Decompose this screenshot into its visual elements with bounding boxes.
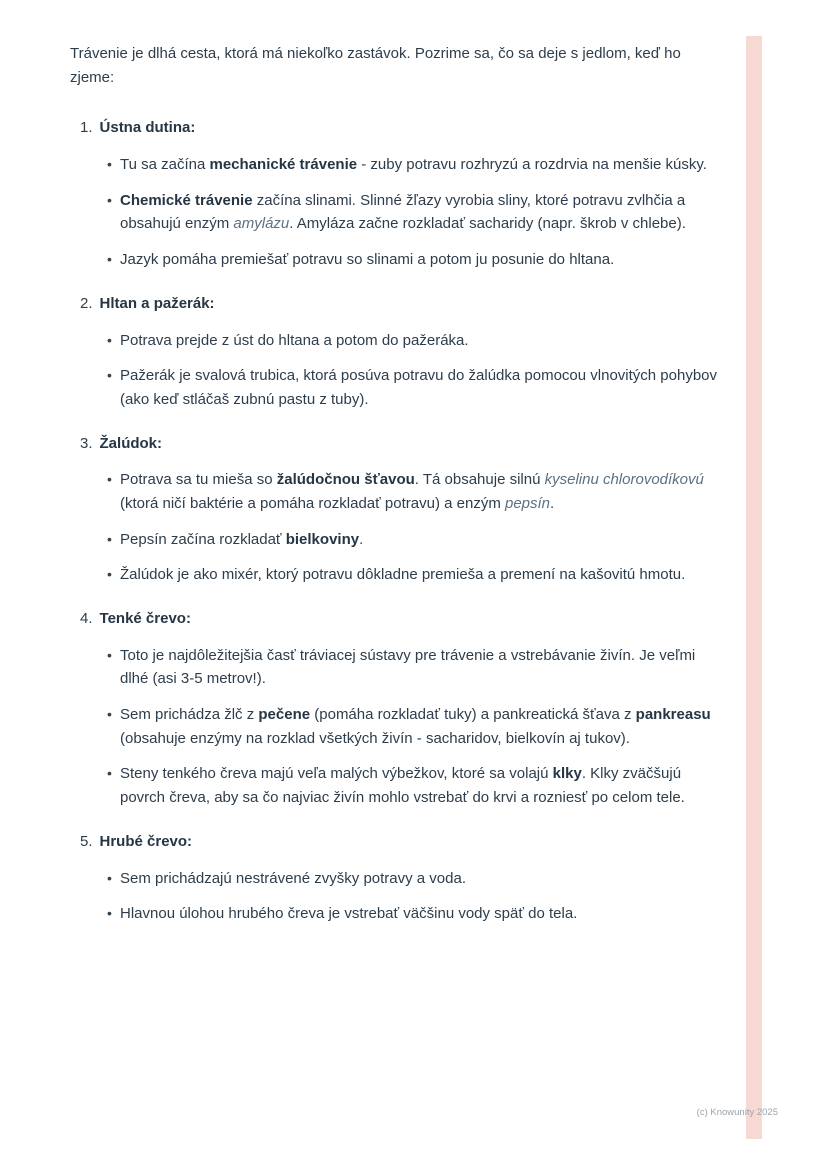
section-title: Hrubé črevo:	[99, 832, 193, 850]
bullet-icon: •	[107, 765, 112, 782]
bold-run: pankreasu	[635, 706, 711, 724]
section-heading	[70, 292, 718, 316]
bullet-text	[120, 762, 718, 809]
section-heading	[70, 607, 718, 631]
section-title: Tenké črevo:	[99, 610, 191, 627]
bullet-item	[70, 329, 718, 353]
numbered-section	[70, 292, 718, 412]
numbered-section	[70, 607, 718, 810]
bullet-item	[70, 248, 718, 272]
bullet-text	[120, 364, 718, 411]
numbered-section	[70, 432, 718, 587]
bullet-text	[120, 644, 718, 691]
text-run: Steny tenkého čreva majú veľa malých výbežkov, ktoré sa volajú	[120, 765, 553, 783]
bullet-list	[70, 468, 718, 587]
bullet-item	[70, 762, 718, 809]
bullet-item	[70, 703, 718, 750]
text-run: .	[550, 494, 555, 512]
bullet-icon: •	[107, 530, 112, 547]
bullet-icon: •	[107, 471, 112, 488]
text-run: . Amyláza začne rozkladať sacharidy (napr. škrob v chlebe).	[289, 215, 686, 233]
section-number: 1.	[80, 119, 93, 137]
text-run: Pepsín začína rozkladať	[120, 530, 286, 548]
bullet-icon: •	[107, 367, 112, 384]
text-run: (obsahuje enzýmy na rozklad všetkých živín - sacharidov, bielkovín aj tukov).	[120, 729, 630, 747]
bullet-list	[70, 644, 718, 810]
section-heading	[70, 432, 718, 456]
bold-run: Chemické trávenie	[120, 191, 253, 209]
bullet-item	[70, 364, 718, 411]
bullet-item	[70, 563, 718, 587]
bold-run: klky	[552, 765, 582, 783]
section-heading	[70, 116, 718, 140]
bullet-icon: •	[107, 156, 112, 173]
text-run: Hlavnou úlohou hrubého čreva je vstrebať väčšinu vody späť do tela.	[120, 905, 578, 923]
accent-stripe	[746, 36, 762, 1139]
text-run: . Tá obsahuje silnú	[414, 471, 545, 489]
bullet-icon: •	[107, 566, 112, 583]
text-run: Tu sa začína	[120, 156, 210, 174]
text-run: - zuby potravu rozhryzú a rozdrvia na menšie kúsky.	[357, 156, 707, 174]
text-run: Trávenie je dlhá cesta, ktorá má niekoľko zastávok. Pozrime sa, čo sa deje s jedlom, keď ho zjeme:	[70, 45, 681, 86]
bullet-icon: •	[107, 869, 112, 886]
bullet-text	[120, 468, 718, 515]
bullet-text	[120, 563, 718, 587]
bullet-icon: •	[107, 706, 112, 723]
bullet-text	[120, 528, 718, 552]
bullet-icon: •	[107, 331, 112, 348]
section-number: 5.	[80, 832, 93, 850]
section-number: 2.	[80, 294, 93, 312]
bullet-item	[70, 644, 718, 691]
bullet-list	[70, 329, 718, 412]
section-number: 3.	[80, 434, 93, 452]
text-run: Jazyk pomáha premiešať potravu so slinami a potom ju posunie do hltana.	[120, 251, 615, 269]
bullet-text	[120, 867, 718, 891]
bold-run: žalúdočnou šťavou	[276, 471, 415, 489]
italic-run: pepsín	[504, 494, 551, 512]
section-title: Ústna dutina:	[99, 119, 196, 137]
bullet-list	[70, 153, 718, 272]
intro-paragraph	[70, 42, 718, 89]
bullet-item	[70, 153, 718, 177]
bullet-text	[120, 248, 718, 272]
bullet-text	[120, 329, 718, 353]
text-run: Pažerák je svalová trubica, ktorá posúva potravu do žalúdka pomocou vlnovitých pohybov (ako keď stláčaš zubnú pastu z tuby).	[120, 367, 718, 408]
text-run: (pomáha rozkladať tuky) a pankreatická šťava z	[310, 706, 636, 724]
numbered-section	[70, 116, 718, 271]
italic-run: kyselinu chlorovodíkovú	[544, 471, 704, 489]
numbered-section	[70, 830, 718, 926]
bullet-icon: •	[107, 905, 112, 922]
bullet-item	[70, 468, 718, 515]
bold-run: pečene	[258, 706, 311, 724]
text-run: (ktorá ničí baktérie a pomáha rozkladať potravu) a enzým	[120, 494, 505, 512]
bullet-icon: •	[107, 191, 112, 208]
document-content	[70, 42, 718, 946]
section-title: Hltan a pažerák:	[99, 294, 215, 312]
bullet-item	[70, 189, 718, 236]
text-run: Potrava prejde z úst do hltana a potom do pažeráka.	[120, 331, 469, 349]
bullet-text	[120, 703, 718, 750]
text-run: Toto je najdôležitejšia časť tráviacej sústavy pre trávenie a vstrebávanie živín. Je veľmi dlhé (asi 3-5 metrov!).	[120, 646, 696, 688]
text-run: Žalúdok je ako mixér, ktorý potravu dôkladne premieša a premení na kašovitú hmotu.	[120, 566, 686, 584]
italic-run: amylázu	[233, 215, 290, 233]
sections-list	[70, 116, 718, 926]
bullet-item	[70, 902, 718, 926]
bullet-list	[70, 867, 718, 926]
text-run: začína slinami. Slinné žľazy vyrobia sliny, ktoré potravu zvlhčia a obsahujú enzým	[120, 191, 686, 233]
bold-run: mechanické trávenie	[209, 156, 358, 174]
bullet-item	[70, 867, 718, 891]
bullet-item	[70, 528, 718, 552]
copyright-footer: (c) Knowunity 2025	[696, 1107, 778, 1118]
bold-run: bielkoviny	[285, 530, 360, 548]
bullet-text	[120, 153, 718, 177]
text-run: Sem prichádzajú nestrávené zvyšky potravy a voda.	[120, 869, 467, 887]
bullet-icon: •	[107, 646, 112, 663]
section-title: Žalúdok:	[99, 434, 163, 452]
text-run: . Klky zväčšujú povrch čreva, aby sa čo najviac živín mohlo vstrebať do krvi a rozniesť po celom tele.	[120, 765, 685, 807]
section-number: 4.	[80, 610, 93, 627]
text-run: Potrava sa tu mieša so	[120, 471, 277, 489]
bullet-text	[120, 902, 718, 926]
text-run: .	[359, 530, 364, 548]
bullet-icon: •	[107, 251, 112, 268]
section-heading	[70, 830, 718, 854]
text-run: Sem prichádza žlč z	[120, 706, 259, 724]
bullet-text	[120, 189, 718, 236]
